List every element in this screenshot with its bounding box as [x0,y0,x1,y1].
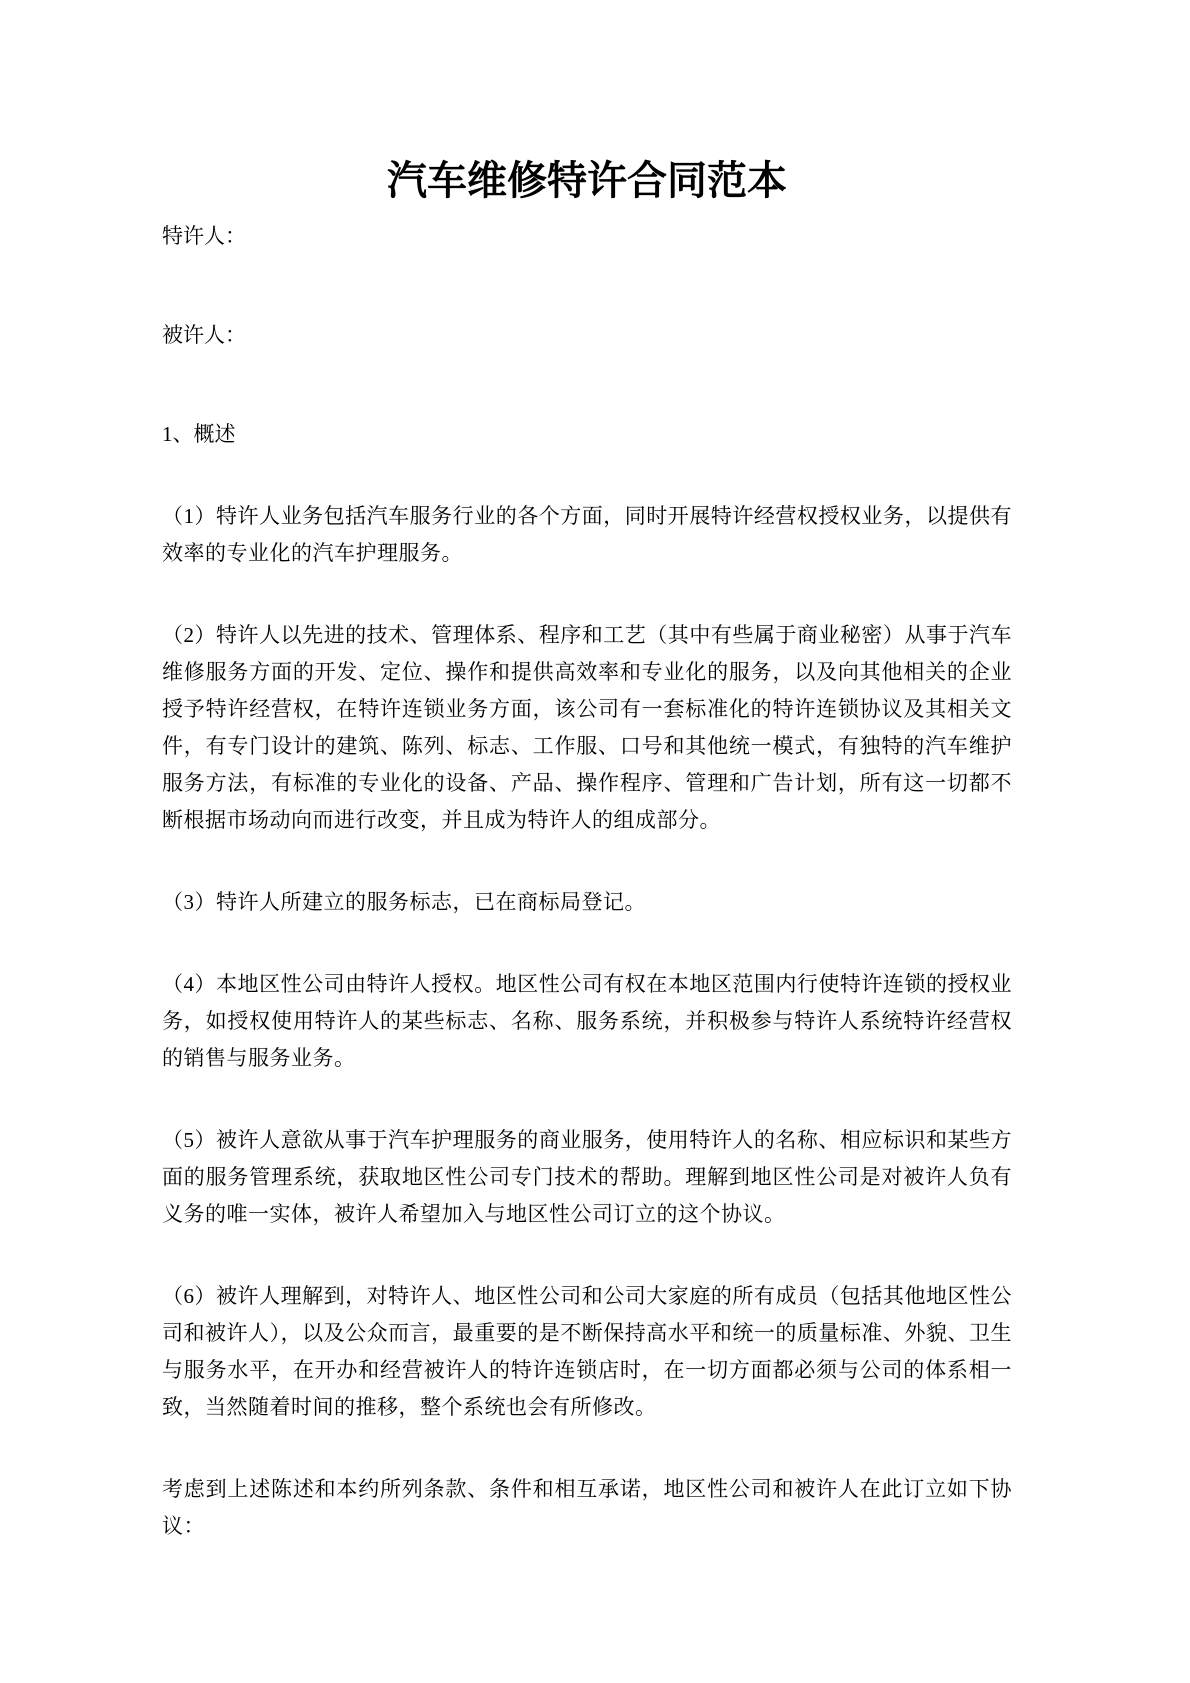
section-heading-overview: 1、概述 [162,422,236,446]
paragraph-4: （4）本地区性公司由特许人授权。地区性公司有权在本地区范围内行使特许连锁的授权业务，如授权使用特许人的某些标志、名称、服务系统，并积极参与特许人系统特许经营权的销售与服务业务。 [162,972,1012,1070]
paragraph-3: （3）特许人所建立的服务标志，已在商标局登记。 [162,890,646,914]
paragraph-1: （1）特许人业务包括汽车服务行业的各个方面，同时开展特许经营权授权业务，以提供有效率的专业化的汽车护理服务。 [162,504,1012,565]
licensee-label: 被许人： [162,323,246,347]
closing-paragraph: 考虑到上述陈述和本约所列条款、条件和相互承诺，地区性公司和被许人在此订立如下协议： [162,1477,1012,1538]
document-title: 汽车维修特许合同范本 [387,158,787,203]
paragraph-2: （2）特许人以先进的技术、管理体系、程序和工艺（其中有些属于商业秘密）从事于汽车维修服务方面的开发、定位、操作和提供高效率和专业化的服务，以及向其他相关的企业授予特许经营权，在特许连锁业务方面，该公司有一套标准化的特许连锁协议及其相关文件，有专门设计的建筑、陈列、标志、工作服、口号和其他统一模式，有独特的汽车维护服务方法，有标准的专业化的设备、产品、操作程序、管理和广告计划，所有这一切都不断根据市场动向而进行改变，并且成为特许人的组成部分。 [162,623,1012,832]
paragraph-5: （5）被许人意欲从事于汽车护理服务的商业服务，使用特许人的名称、相应标识和某些方面的服务管理系统，获取地区性公司专门技术的帮助。理解到地区性公司是对被许人负有义务的唯一实体，被许人希望加入与地区性公司订立的这个协议。 [162,1128,1012,1226]
franchisor-label: 特许人： [162,224,246,248]
paragraph-6: （6）被许人理解到，对特许人、地区性公司和公司大家庭的所有成员（包括其他地区性公司和被许人），以及公众而言，最重要的是不断保持高水平和统一的质量标准、外貌、卫生与服务水平，在开办和经营被许人的特许连锁店时，在一切方面都必须与公司的体系相一致，当然随着时间的推移，整个系统也会有所修改。 [162,1284,1012,1419]
